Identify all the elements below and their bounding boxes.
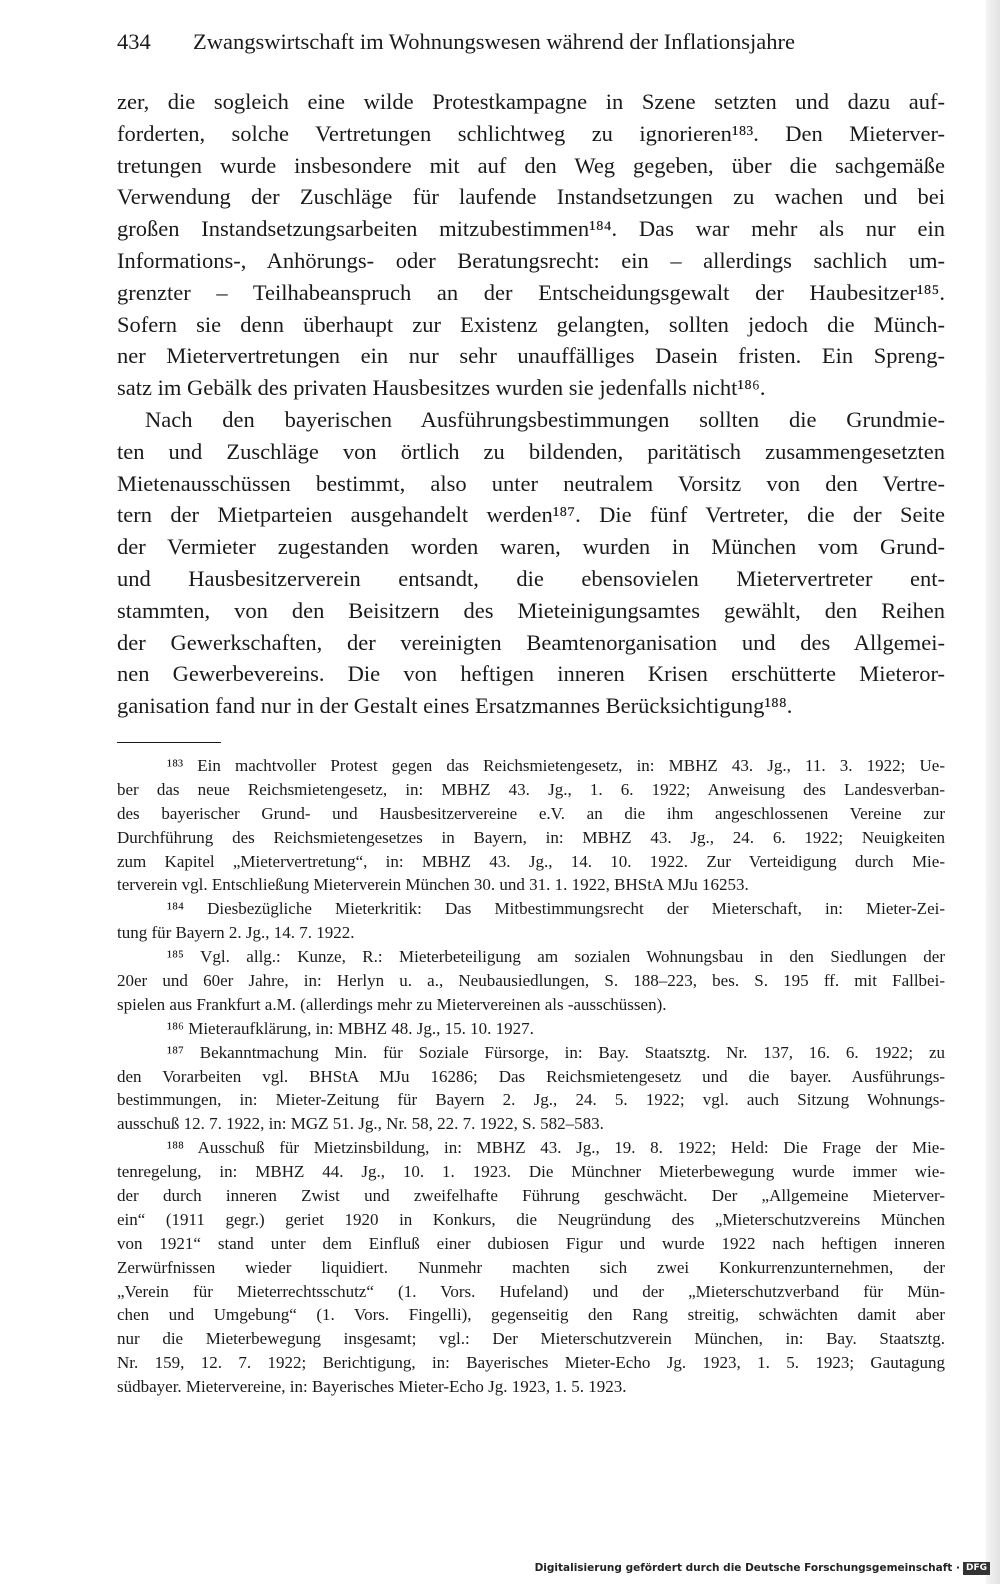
digitization-credit [535, 1561, 990, 1575]
dfg-logo: DFG [963, 1562, 990, 1575]
footnote-line: 20er und 60er Jahre, in: Herlyn u. a., Neubausiedlungen, S. 188–223, bes. S. 195 ff. mit Fallbei- [117, 971, 945, 991]
text-line: und Hausbesitzerverein entsandt, die ebensovielen Mietervertreter ent- [117, 565, 945, 591]
footnote-separator [117, 742, 221, 743]
footnote-line: Zerwürfnissen wieder liquidiert. Nunmehr machten sich zwei Konkurrenzunternehmen, der [117, 1257, 945, 1277]
footnote-188 [117, 1136, 945, 1399]
text-line: grenzter – Teilhabeanspruch an der Entscheidungsgewalt der Haubesitzer¹⁸⁵. [117, 279, 945, 305]
credit-text: Digitalisierung gefördert durch die Deutsche Forschungsgemeinschaft · [534, 1562, 960, 1574]
footnote-line: nur die Mieterbewegung insgesamt; vgl.: Der Mieterschutzverein München, in: Bay. Staatsztg. [117, 1329, 945, 1349]
footnote-line: ¹⁸⁴ Diesbezügliche Mieterkritik: Das Mitbestimmungsrecht der Mieterschaft, in: Mieter-Zei- [167, 899, 945, 919]
footnote-184 [117, 897, 945, 945]
footnote-line: Nr. 159, 12. 7. 1922; Berichtigung, in: Bayerisches Mieter-Echo Jg. 1923, 1. 5. 1923; Gautagung [117, 1353, 945, 1373]
text-line: Nach den bayerischen Ausführungsbestimmungen sollten die Grundmie- [145, 406, 945, 432]
footnote-line: südbayer. Mietervereine, in: Bayerisches Mieter-Echo Jg. 1923, 1. 5. 1923. [117, 1377, 627, 1397]
footnote-line: ¹⁸⁵ Vgl. allg.: Kunze, R.: Mieterbeteiligung am sozialen Wohnungsbau in den Siedlungen der [167, 947, 945, 967]
footnote-187 [117, 1041, 945, 1137]
footnote-line: ein“ (1911 gegr.) geriet 1920 in Konkurs, die Neugründung des „Mieterschutzvereins München [117, 1209, 945, 1229]
footnote-line: bestimmungen, in: Mieter-Zeitung für Bayern 2. Jg., 24. 5. 1922; vgl. auch Sitzung Wohnungs- [117, 1090, 945, 1110]
page-number: 434 [117, 29, 151, 54]
footnote-line: ¹⁸³ Ein machtvoller Protest gegen das Reichsmietengesetz, in: MBHZ 43. Jg., 11. 3. 1922; Ue- [167, 756, 945, 775]
text-line: Informations-, Anhörungs- oder Beratungsrecht: ein – allerdings sachlich um- [117, 247, 945, 273]
text-line: ner Mietervertretungen ein nur sehr unauffälliges Dasein fristen. Ein Spreng- [117, 343, 945, 369]
text-line: zer, die sogleich eine wilde Protestkampagne in Szene setzten und dazu auf- [117, 89, 945, 114]
footnote-183 [117, 754, 945, 897]
text-line: tern der Mietparteien ausgehandelt werden¹⁸⁷. Die fünf Vertreter, die der Seite [117, 502, 945, 528]
text-line: stammten, von den Beisitzern des Mieteinigungsamtes gewählt, den Reihen [117, 597, 945, 623]
text-line: ten und Zuschläge von örtlich zu bildenden, paritätisch zusammengesetzten [117, 438, 945, 464]
text-line: ganisation fand nur in der Gestalt eines Ersatzmannes Berücksichtigung¹⁸⁸. [117, 693, 793, 719]
running-head [117, 28, 945, 56]
footnote-line: zum Kapitel „Mietervertretung“, in: MBHZ 43. Jg., 14. 10. 1922. Zur Verteidigung durch Mie- [117, 851, 945, 871]
footnote-line: von 1921“ stand unter dem Einfluß einer dubiosen Figur und wurde 1922 nach heftigen inneren [117, 1233, 945, 1253]
text-line: forderten, solche Vertretungen schlichtweg zu ignorieren¹⁸³. Den Mieterver- [117, 120, 945, 146]
footnote-line: der durch inneren Zwist und zweifelhafte Führung geschwächt. Der „Allgemeine Mieterver- [117, 1186, 945, 1206]
footnote-line: chen und Umgebung“ (1. Vors. Fingelli), gegenseitig den Rang streitig, schwächten damit aber [117, 1305, 945, 1325]
text-line: Sofern sie denn überhaupt zur Existenz gelangten, sollten jedoch die Münch- [117, 311, 945, 337]
footnotes [117, 754, 945, 1399]
text-line: nen Gewerbevereins. Die von heftigen inneren Krisen erschütterte Mieteror- [117, 661, 945, 687]
footnote-line: tung für Bayern 2. Jg., 14. 7. 1922. [117, 923, 355, 943]
page-edge-shadow [986, 0, 1000, 1584]
body-text [117, 86, 945, 722]
footnote-line: des bayerischer Grund- und Hausbesitzervereine e.V. an die ihm angeschlossenen Vereine zur [117, 803, 945, 823]
footnote-line: den Vorarbeiten vgl. BHStA MJu 16286; Das Reichsmietengesetz und die bayer. Ausführungs- [117, 1066, 945, 1086]
footnote-line: ausschuß 12. 7. 1922, in: MGZ 51. Jg., Nr. 58, 22. 7. 1922, S. 582–583. [117, 1114, 604, 1134]
text-line: tretungen wurde insbesondere mit auf den Weg gegeben, über die sachgemäße [117, 152, 945, 178]
text-line: Mietenausschüssen bestimmt, also unter neutralem Vorsitz von den Vertre- [117, 470, 945, 496]
text-line: großen Instandsetzungsarbeiten mitzubestimmen¹⁸⁴. Das war mehr als nur ein [117, 216, 945, 242]
paragraph-2 [117, 404, 945, 722]
footnote-185 [117, 945, 945, 1017]
footnote-line: ber das neue Reichsmietengesetz, in: MBHZ 43. Jg., 1. 6. 1922; Anweisung des Landesverban- [117, 779, 945, 799]
paragraph-1 [117, 86, 945, 404]
footnote-line: tenregelung, in: MBHZ 44. Jg., 10. 1. 1923. Die Münchner Mieterbewegung wurde immer wie- [117, 1162, 945, 1182]
footnote-186 [117, 1017, 945, 1041]
text-line: der Vermieter zugestanden worden waren, wurden in München vom Grund- [117, 534, 945, 560]
text-line: satz im Gebälk des privaten Hausbesitzes wurden sie jedenfalls nicht¹⁸⁶. [117, 375, 766, 401]
text-line: Verwendung der Zuschläge für laufende Instandsetzungen zu wachen und bei [117, 184, 945, 210]
footnote-line: ¹⁸⁸ Ausschuß für Mietzinsbildung, in: MBHZ 43. Jg., 19. 8. 1922; Held: Die Frage der Mie- [167, 1138, 945, 1158]
footnote-line: „Verein für Mieterrechtsschutz“ (1. Vors. Hufeland) und der „Mieterschutzverband für Mün- [117, 1281, 945, 1301]
footnote-line: terverein vgl. Entschließung Mieterverein München 30. und 31. 1. 1922, BHStA MJu 16253. [117, 875, 749, 895]
footnote-line: ¹⁸⁷ Bekanntmachung Min. für Soziale Fürsorge, in: Bay. Staatsztg. Nr. 137, 16. 6. 1922; zu [167, 1042, 945, 1062]
footnote-line: ¹⁸⁶ Mieteraufklärung, in: MBHZ 48. Jg., 15. 10. 1927. [167, 1018, 534, 1038]
text-line: der Gewerkschaften, der vereinigten Beamtenorganisation und des Allgemei- [117, 629, 945, 655]
running-title: Zwangswirtschaft im Wohnungswesen während der Inflationsjahre [193, 29, 795, 54]
footnote-line: Durchführung des Reichsmietengesetzes in Bayern, in: MBHZ 43. Jg., 24. 6. 1922; Neuigkeiten [117, 827, 945, 847]
footnote-line: spielen aus Frankfurt a.M. (allerdings mehr zu Mietervereinen als -ausschüssen). [117, 994, 667, 1014]
